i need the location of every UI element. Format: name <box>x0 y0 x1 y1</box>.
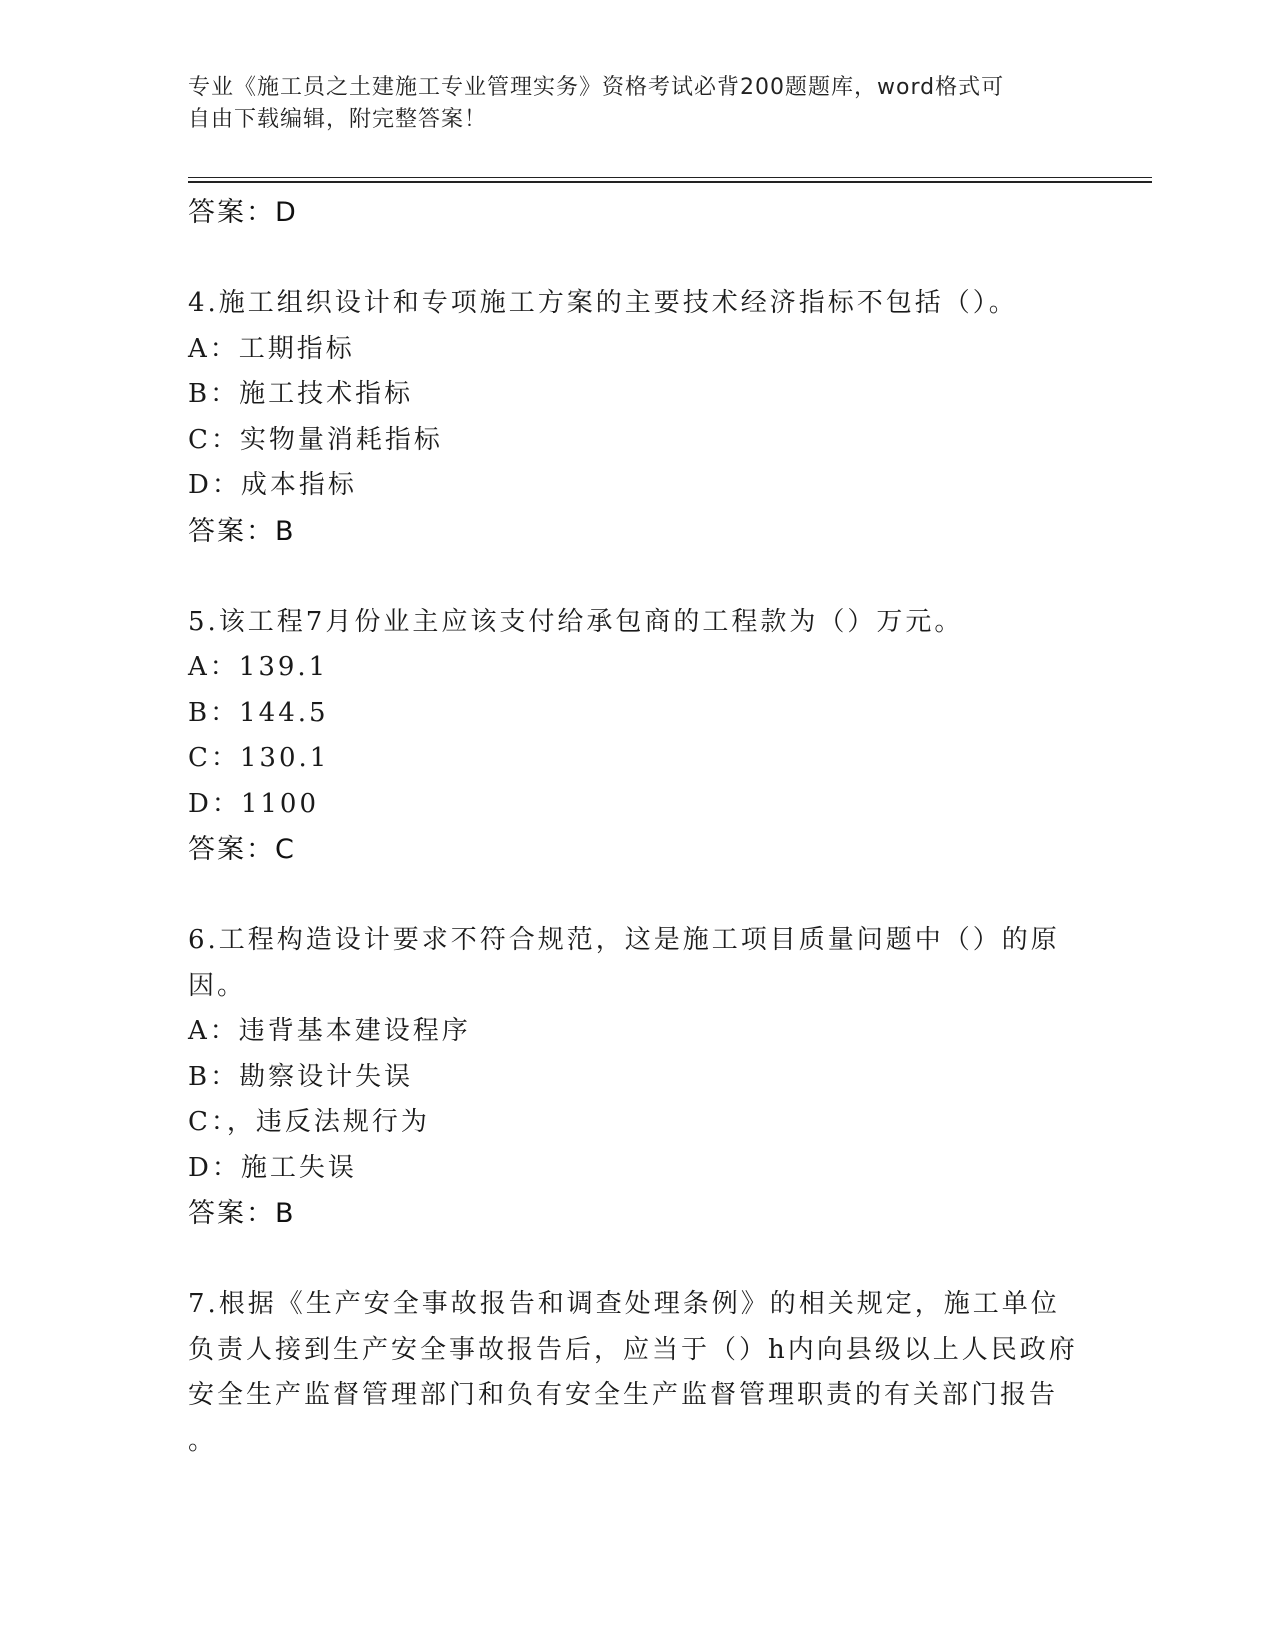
option-b: B：144.5 <box>188 697 329 728</box>
header-divider-top <box>188 177 1152 178</box>
question-block <box>188 600 1088 874</box>
question-stem-line-2: 因。 <box>188 970 247 1001</box>
question-block <box>188 918 1088 1237</box>
question-stem-line-2: 负责人接到生产安全事故报告后，应当于（）h内向县级以上人民政府 <box>188 1334 1078 1365</box>
spacer <box>188 1237 1088 1282</box>
option-c: C：，违反法规行为 <box>188 1107 430 1137</box>
header-line-2: 自由下载编辑，附完整答案！ <box>188 107 488 132</box>
question-stem-line-4: 。 <box>188 1425 218 1456</box>
answer-label: 答案：D <box>188 197 298 228</box>
option-a: A：违背基本建设程序 <box>188 1016 471 1046</box>
document-body <box>188 190 1088 1464</box>
option-d: D：1100 <box>188 788 320 819</box>
question-stem-line-1: 7.根据《生产安全事故报告和调查处理条例》的相关规定，施工单位 <box>188 1289 1060 1319</box>
answer-label: 答案：C <box>188 834 296 865</box>
answer-label: 答案：B <box>188 515 296 547</box>
spacer <box>188 873 1088 918</box>
option-c: C：130.1 <box>188 743 330 773</box>
question-block <box>188 281 1088 555</box>
question-stem-line-3: 安全生产监督管理部门和负有安全生产监督管理职责的有关部门报告 <box>188 1380 1059 1410</box>
question-stem-line-1: 6.工程构造设计要求不符合规范，这是施工项目质量问题中（）的原 <box>188 925 1060 955</box>
question-stem: 5.该工程7月份业主应该支付给承包商的工程款为（）万元。 <box>188 606 964 637</box>
question-stem: 4.施工组织设计和专项施工方案的主要技术经济指标不包括（）。 <box>188 288 1018 318</box>
question-block <box>188 1282 1088 1464</box>
spacer <box>188 236 1088 281</box>
spacer <box>188 555 1088 600</box>
option-a: A：工期指标 <box>188 333 355 364</box>
option-c: C：实物量消耗指标 <box>188 424 443 455</box>
option-d: D：施工失误 <box>188 1152 357 1183</box>
document-header <box>188 72 1068 136</box>
option-b: B：施工技术指标 <box>188 379 414 409</box>
option-d: D：成本指标 <box>188 470 357 500</box>
answer-label: 答案：B <box>188 1198 296 1229</box>
header-divider-bottom <box>188 181 1152 183</box>
option-a: A：139.1 <box>188 652 329 682</box>
option-b: B：勘察设计失误 <box>188 1061 414 1092</box>
header-line-1: 专业《施工员之土建施工专业管理实务》资格考试必背200题题库，word格式可 <box>188 75 1005 100</box>
